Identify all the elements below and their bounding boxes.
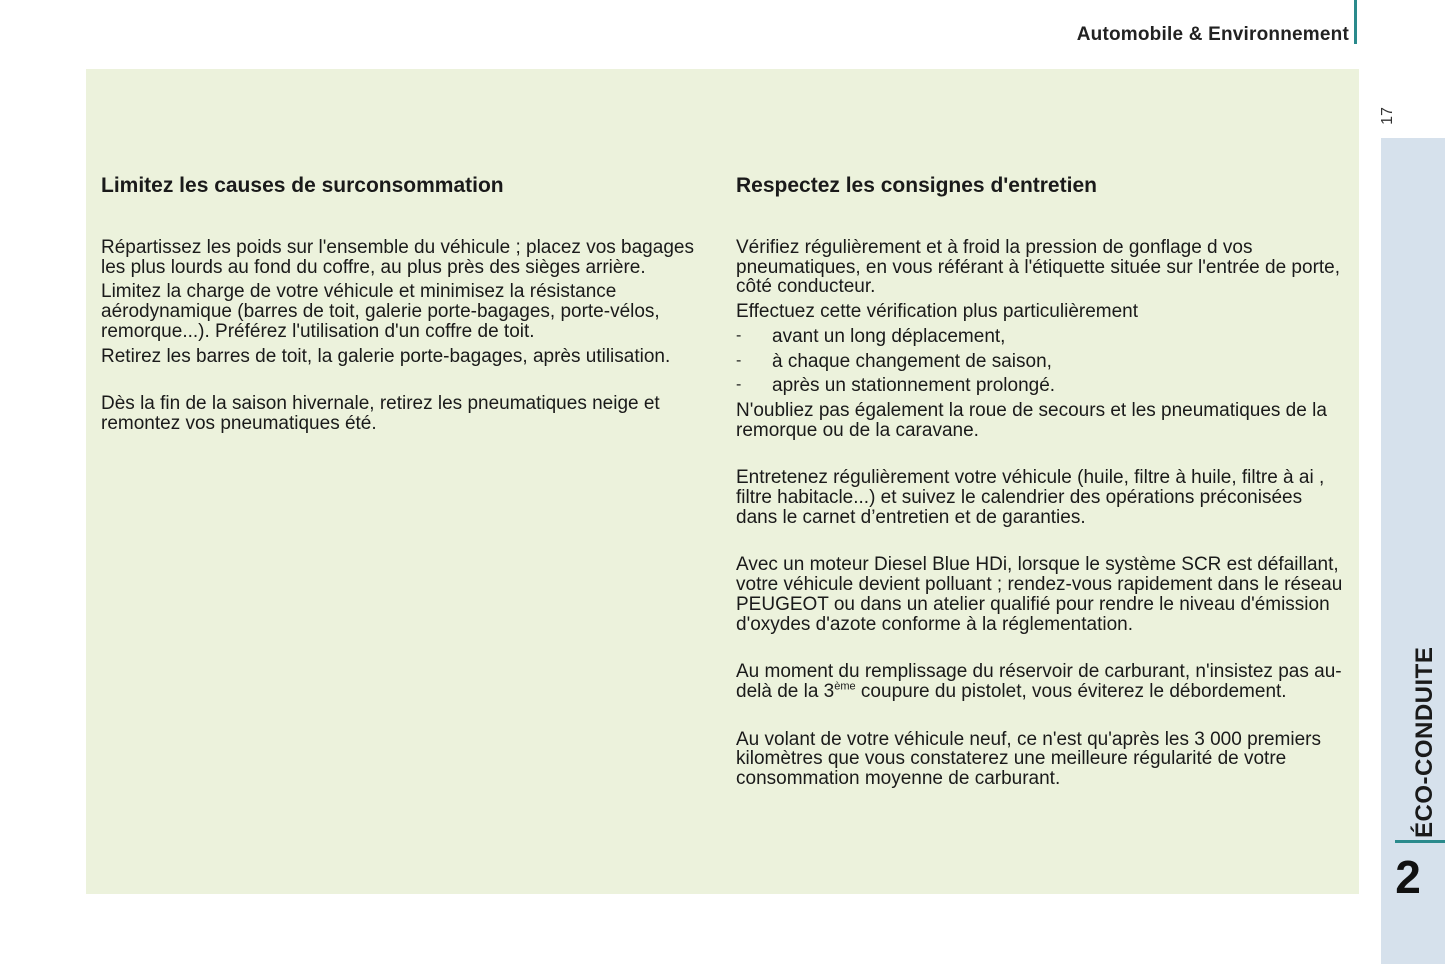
list-item	[736, 376, 1348, 396]
list-item-text: après un stationnement prolongé.	[772, 375, 1056, 397]
left-paragraph: Limitez la charge de votre véhicule et minimisez la résistance aérodynamique (barres de toit, galerie porte-bagages, porte-vélos, remorque...). Préférez l'utilisation d'un coffre de toit.	[101, 281, 660, 342]
right-column	[736, 172, 1348, 789]
list-item	[736, 352, 1348, 372]
spare-wheel-paragraph: N'oubliez pas également la roue de secours et les pneumatiques de la remorque ou de la caravane.	[736, 399, 1327, 441]
left-column-heading: Limitez les causes de surconsommation	[101, 174, 504, 197]
tire-pressure-paragraph: Vérifiez régulièrement et à froid la pression de gonflage d vos pneumatiques, en vous référant à l'étiquette située sur l'entrée de porte, côté conducteur.	[736, 237, 1341, 298]
chapter-tab-label: ÉCO-CONDUITE	[1411, 646, 1438, 838]
refuelling-paragraph	[736, 662, 1348, 701]
list-item-text: à chaque changement de saison,	[772, 350, 1052, 372]
chapter-tab-label-wrapper	[1381, 138, 1445, 838]
refuelling-text-end: coupure du pistolet, vous éviterez le débordement.	[855, 680, 1287, 702]
check-intro-paragraph: Effectuez cette vérification plus particulièrement	[736, 301, 1139, 323]
list-item-text: avant un long déplacement,	[772, 325, 1006, 347]
left-paragraph: Retirez les barres de toit, la galerie porte-bagages, après utilisation.	[101, 345, 671, 367]
page-number: 17	[1379, 107, 1396, 125]
list-item	[736, 327, 1348, 347]
list-dash: -	[736, 326, 742, 344]
left-paragraph: Dès la fin de la saison hivernale, retirez les pneumatiques neige et remontez vos pneumatiques été.	[101, 393, 660, 434]
chapter-number: 2	[1395, 851, 1421, 903]
left-column	[101, 172, 713, 434]
refuelling-text-start: Au moment du remplissage du réservoir de carburant, n'insistez pas au-delà de la 3	[736, 661, 1342, 702]
header-accent-rule	[1354, 0, 1357, 44]
new-vehicle-paragraph: Au volant de votre véhicule neuf, ce n'est qu'après les 3 000 premiers kilomètres que vous constaterez une meilleure régularité de votre consommation moyenne de carburant.	[736, 728, 1321, 790]
diesel-scr-paragraph: Avec un moteur Diesel Blue HDi, lorsque le système SCR est défaillant, votre véhicule devient polluant ; rendez-vous rapidement dans le réseau PEUGEOT ou dans un atelier qualifié pour rendre le niveau d'émission d'oxydes d'azote conforme à la réglementation.	[736, 554, 1343, 635]
right-column-heading: Respectez les consignes d'entretien	[736, 174, 1097, 197]
maintenance-paragraph: Entretenez régulièrement votre véhicule (huile, filtre à huile, filtre à ai , filtre habitacle...) et suivez le calendrier des opérations préconisées dans le carnet d’entretien et de garanties.	[736, 467, 1325, 528]
ordinal-superscript: ème	[834, 680, 856, 693]
chapter-accent-rule	[1395, 840, 1445, 843]
section-header-title: Automobile & Environnement	[1076, 24, 1349, 45]
left-paragraph: Répartissez les poids sur l'ensemble du véhicule ; placez vos bagages les plus lourds au fond du coffre, au plus près des sièges arrière.	[101, 237, 694, 278]
list-dash: -	[736, 351, 742, 369]
list-dash: -	[736, 376, 742, 394]
